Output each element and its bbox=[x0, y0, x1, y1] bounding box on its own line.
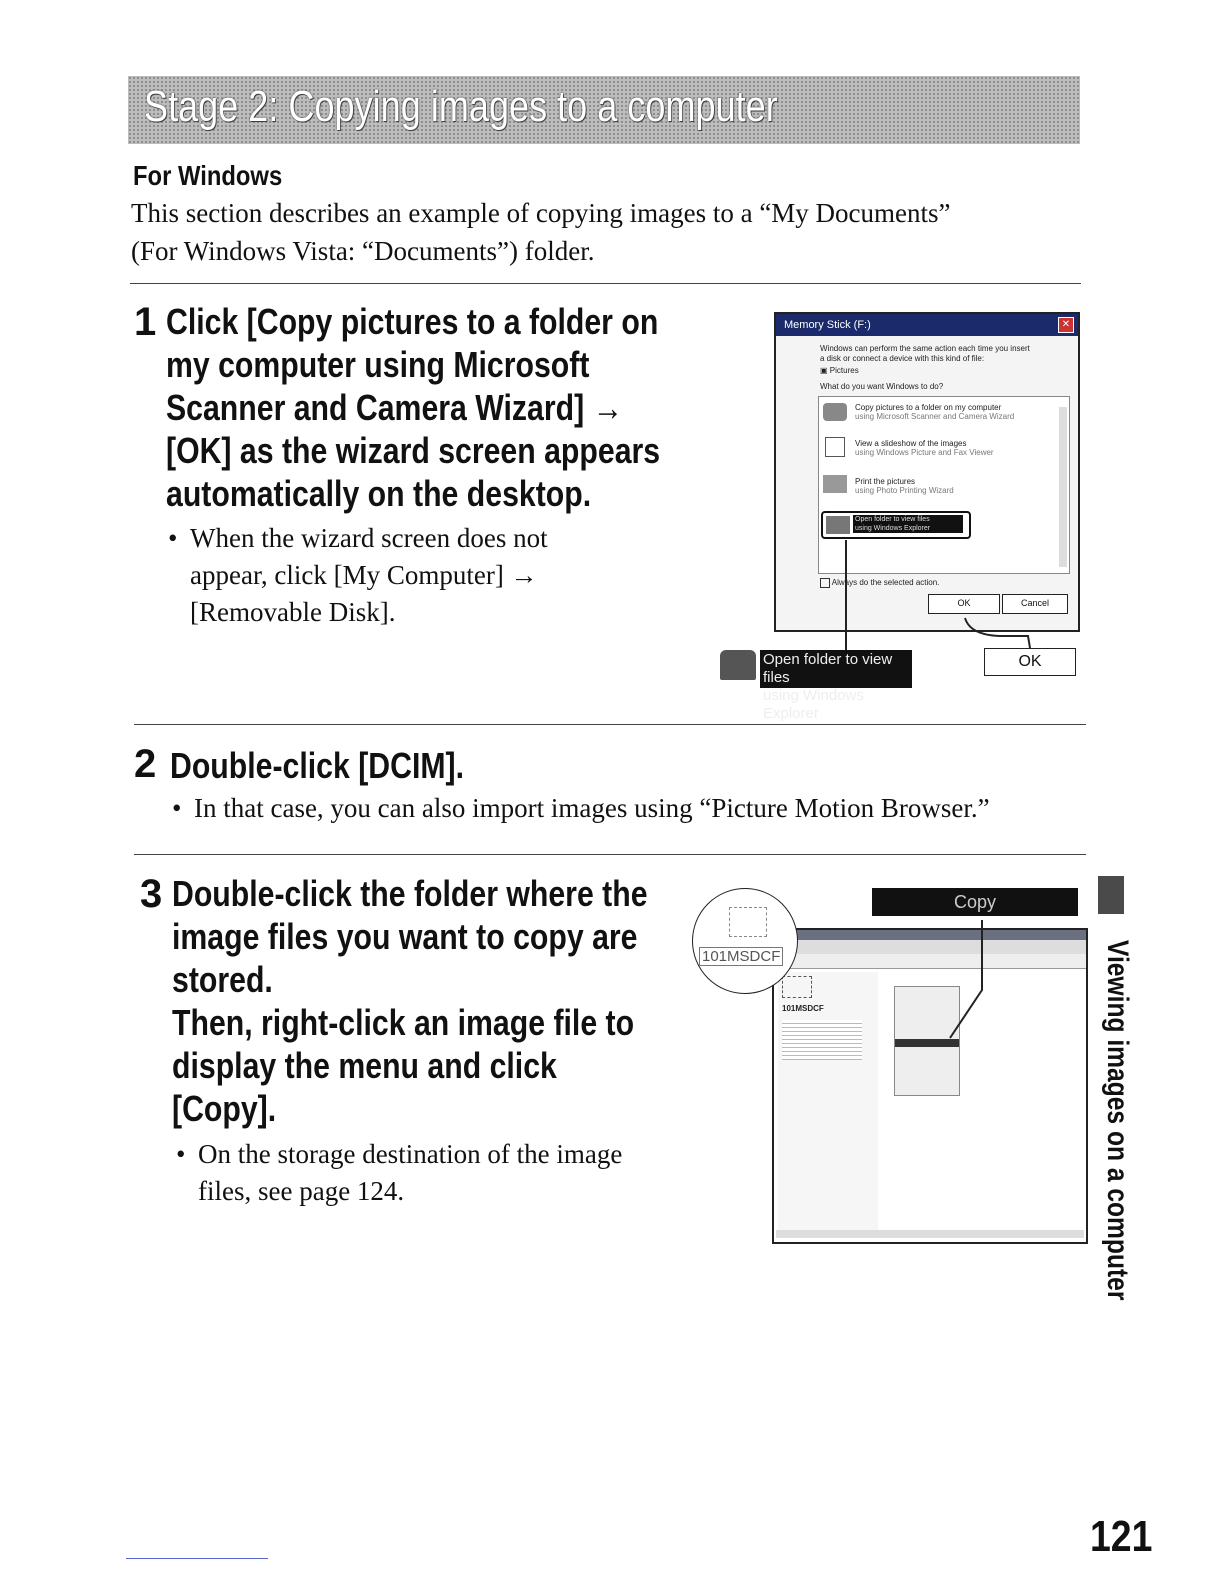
step-number: 2 bbox=[134, 742, 157, 786]
step3-instruction bbox=[172, 872, 738, 1130]
step1-instruction bbox=[166, 300, 754, 515]
step1-line: [OK] as the wizard screen appears bbox=[166, 430, 661, 471]
step2-instruction: Double-click [DCIM]. bbox=[170, 745, 465, 786]
section-banner bbox=[128, 76, 1080, 144]
open-folder-label bbox=[853, 515, 963, 533]
explorer-toolbar bbox=[774, 940, 1086, 955]
divider bbox=[130, 283, 1081, 284]
step-number: 3 bbox=[140, 872, 163, 916]
status-bar bbox=[776, 1230, 1084, 1238]
note-line: [Removable Disk]. bbox=[190, 597, 396, 627]
step3-note bbox=[176, 1136, 623, 1210]
step3-line: Double-click the folder where the bbox=[172, 873, 648, 914]
open-folder-line-1: Open folder to view files bbox=[855, 516, 930, 523]
option-label[interactable]: Copy pictures to a folder on my computer bbox=[855, 403, 1002, 412]
explorer-window bbox=[772, 928, 1088, 1244]
dialog-intro-2: a disk or connect a device with this kind of file: bbox=[820, 354, 985, 363]
folder-zoom-circle bbox=[692, 888, 798, 994]
option-sub: using Photo Printing Wizard bbox=[855, 486, 954, 495]
step3-line: stored. bbox=[172, 959, 273, 1000]
zoom-line-2: using Windows Explorer bbox=[763, 687, 864, 722]
folder-icon-large bbox=[720, 650, 756, 680]
chapter-label: Viewing images on a computer bbox=[1101, 940, 1134, 1301]
callout-lines-1 bbox=[760, 540, 1080, 660]
open-folder-option[interactable] bbox=[821, 511, 971, 539]
section-subhead: For Windows bbox=[133, 160, 283, 191]
dialog-question: What do you want Windows to do? bbox=[820, 382, 944, 391]
note-line: In that case, you can also import images using “Picture Motion Browser.” bbox=[194, 793, 990, 823]
dialog-intro: Windows can perform the same action each time you insert bbox=[820, 344, 1030, 353]
camera-icon bbox=[823, 403, 847, 421]
task-pane bbox=[778, 972, 878, 1232]
option-label[interactable]: Print the pictures bbox=[855, 477, 916, 486]
bullet-dot: • bbox=[168, 523, 178, 553]
banner-title: Stage 2: Copying images to a computer bbox=[144, 82, 778, 131]
address-bar[interactable] bbox=[774, 954, 1086, 969]
slideshow-icon bbox=[825, 437, 845, 457]
cancel-button[interactable]: Cancel bbox=[1002, 594, 1068, 614]
folder-icon bbox=[782, 976, 812, 998]
step1-line: my computer using Microsoft bbox=[166, 344, 590, 385]
folder-zoom-label: 101MSDCF bbox=[699, 947, 783, 966]
callout-line-right bbox=[965, 618, 1030, 648]
folder-icon bbox=[826, 516, 850, 534]
task-text bbox=[782, 1020, 862, 1060]
step-number: 1 bbox=[134, 300, 157, 344]
option-sub: using Windows Picture and Fax Viewer bbox=[855, 448, 994, 457]
bullet-dot: • bbox=[172, 793, 182, 823]
copy-callout: Copy bbox=[872, 888, 1078, 916]
step3-line: display the menu and click bbox=[172, 1045, 557, 1086]
note-line: When the wizard screen does not bbox=[190, 523, 548, 553]
option-sub: using Microsoft Scanner and Camera Wizard bbox=[855, 412, 1015, 421]
note-line: files, see page 124. bbox=[198, 1176, 405, 1206]
option-label[interactable]: View a slideshow of the images bbox=[855, 439, 967, 448]
folder-icon-zoom bbox=[729, 907, 767, 937]
divider bbox=[134, 724, 1086, 725]
intro-line-1: This section describes an example of copying images to a “My Documents” bbox=[131, 198, 951, 228]
explorer-titlebar bbox=[774, 930, 1086, 940]
bullet-dot: • bbox=[176, 1139, 186, 1169]
step1-line: automatically on the desktop. bbox=[166, 473, 592, 514]
zoom-line-1: Open folder to view files bbox=[763, 651, 893, 686]
page-number: 121 bbox=[1090, 1512, 1153, 1561]
note-line: appear, click [My Computer] → bbox=[190, 560, 538, 590]
step3-line: [Copy]. bbox=[172, 1088, 277, 1129]
copy-pointer bbox=[950, 920, 982, 1038]
note-line: On the storage destination of the image bbox=[198, 1139, 623, 1169]
step1-line: Click [Copy pictures to a folder on bbox=[166, 301, 659, 342]
ok-button-zoom[interactable]: OK bbox=[984, 648, 1076, 676]
dialog-title: Memory Stick (F:) bbox=[784, 319, 871, 331]
pictures-icon: ▣ bbox=[820, 366, 828, 375]
chapter-tab bbox=[1098, 876, 1124, 914]
footer-rule bbox=[126, 1558, 268, 1559]
printer-icon bbox=[823, 475, 847, 493]
close-icon[interactable]: ✕ bbox=[1058, 317, 1074, 333]
step1-line: Scanner and Camera Wizard] → bbox=[166, 387, 623, 428]
copy-callout-line bbox=[940, 916, 1000, 1046]
ok-button[interactable]: OK bbox=[928, 594, 1000, 614]
step2-note bbox=[172, 790, 990, 827]
step1-note bbox=[168, 520, 548, 631]
step3-line: image files you want to copy are bbox=[172, 916, 638, 957]
dialog-titlebar bbox=[776, 314, 1078, 336]
always-label: Always do the selected action. bbox=[831, 578, 940, 588]
file-type: Pictures bbox=[829, 366, 859, 375]
step3-line: Then, right-click an image file to bbox=[172, 1002, 635, 1043]
open-folder-zoom bbox=[760, 650, 912, 722]
folder-name: 101MSDCF bbox=[782, 1004, 824, 1013]
open-folder-line-2: using Windows Explorer bbox=[855, 525, 931, 532]
intro-line-2: (For Windows Vista: “Documents”) folder. bbox=[131, 236, 595, 266]
file-type-row bbox=[820, 366, 859, 376]
divider bbox=[134, 854, 1086, 855]
